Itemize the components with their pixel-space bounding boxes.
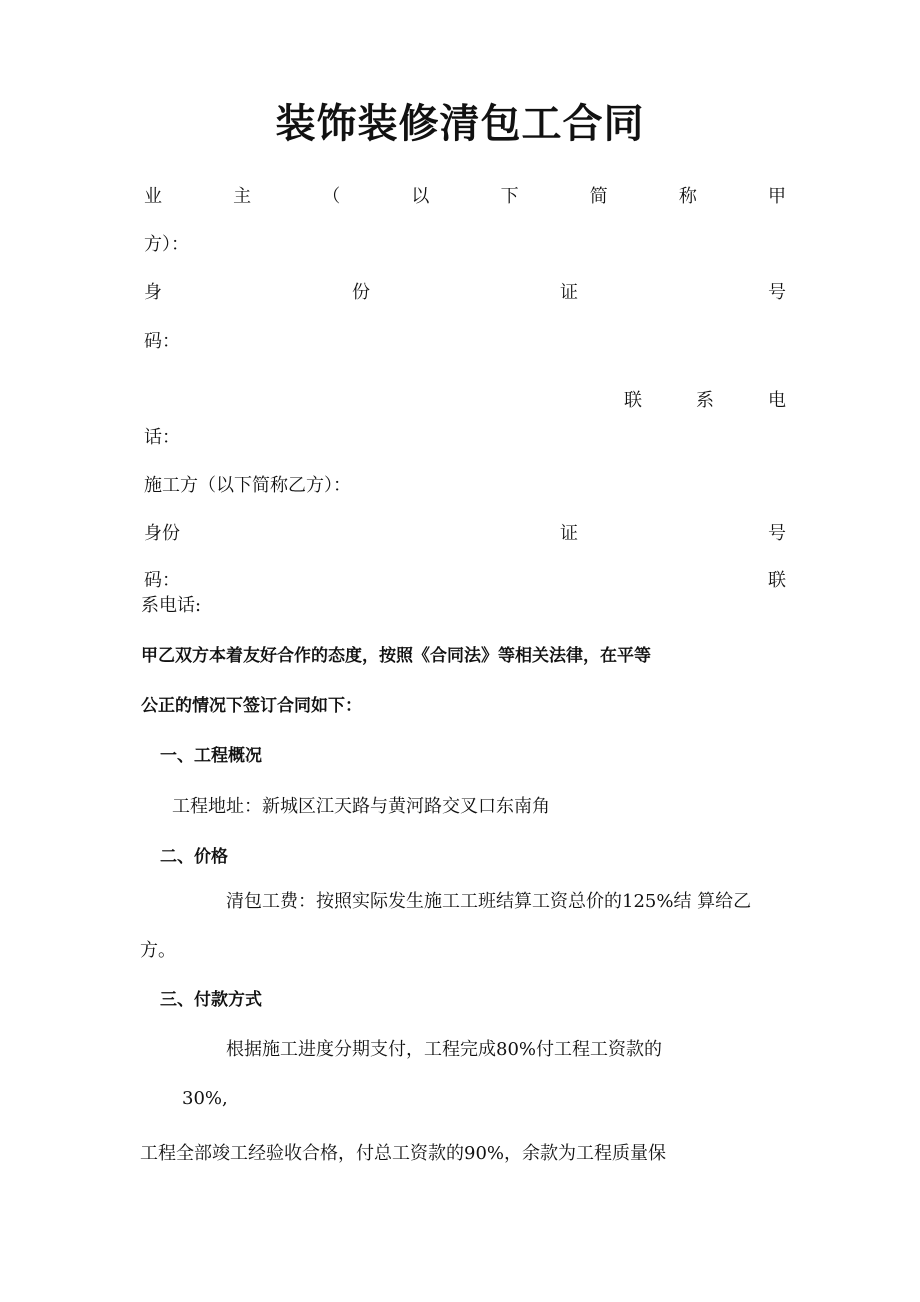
party-a-phone-char: 电: [768, 390, 786, 411]
section-2-line-1: 清包工费：按照实际发生施工工班结算工资总价的125%结 算给乙: [226, 891, 752, 912]
intro-line-2: 公正的情况下签订合同如下：: [141, 696, 362, 716]
party-b-id-row: [144, 522, 786, 546]
intro-line-1: 甲乙双方本着友好合作的态度，按照《合同法》等相关法律，在平等: [141, 646, 651, 666]
party-a-id-row: [144, 281, 786, 305]
party-a-id-char: 号: [768, 282, 786, 303]
party-a-char: 主: [233, 186, 252, 207]
party-a-id-char: 份: [352, 282, 370, 303]
party-a-phone-row: [624, 389, 786, 413]
section-3-line-1: 根据施工进度分期支付，工程完成80%付工程工资款的: [226, 1039, 663, 1060]
section-2-line-2: 方。: [140, 940, 176, 961]
party-b-label: 施工方（以下简称乙方）：: [144, 475, 351, 496]
party-a-char: 业: [144, 186, 162, 207]
party-a-id-char: 身: [144, 282, 162, 303]
party-b-id-start: 身份: [144, 523, 180, 544]
party-a-char: 以: [411, 186, 430, 207]
party-a-char: 下: [500, 186, 519, 207]
party-a-id-char: 证: [560, 282, 578, 303]
party-a-label-end: 方）：: [144, 234, 189, 255]
party-b-id-end: 码：: [144, 570, 180, 591]
party-a-char: 简: [589, 186, 608, 207]
party-a-phone-char: 系: [696, 390, 714, 411]
party-a-char: （: [322, 186, 341, 207]
party-b-phone-start: 联: [768, 570, 786, 591]
party-b-phone-end: 系电话:: [141, 595, 202, 616]
party-b-id-end-char: 号: [768, 523, 786, 544]
party-a-char: 称: [678, 186, 697, 207]
section-3-line-2: 30%,: [182, 1088, 228, 1109]
party-a-label-row: [144, 185, 786, 209]
party-b-id-phone-row: [144, 569, 786, 593]
party-a-id-end: 码：: [144, 331, 180, 352]
section-3-title: 三、付款方式: [160, 990, 262, 1010]
section-1-address: 工程地址：新城区江天路与黄河路交叉口东南角: [172, 796, 550, 817]
party-a-phone-char: 联: [624, 390, 642, 411]
party-b-id-mid: 证: [560, 523, 578, 544]
section-2-title: 二、价格: [160, 847, 228, 867]
section-1-title: 一、工程概况: [160, 746, 262, 766]
document-title: 装饰装修清包工合同: [275, 101, 645, 147]
party-a-char: 甲: [767, 186, 786, 207]
section-3-line-3: 工程全部竣工经验收合格，付总工资款的90%，余款为工程质量保: [140, 1143, 667, 1164]
party-a-phone-end: 话：: [144, 427, 180, 448]
